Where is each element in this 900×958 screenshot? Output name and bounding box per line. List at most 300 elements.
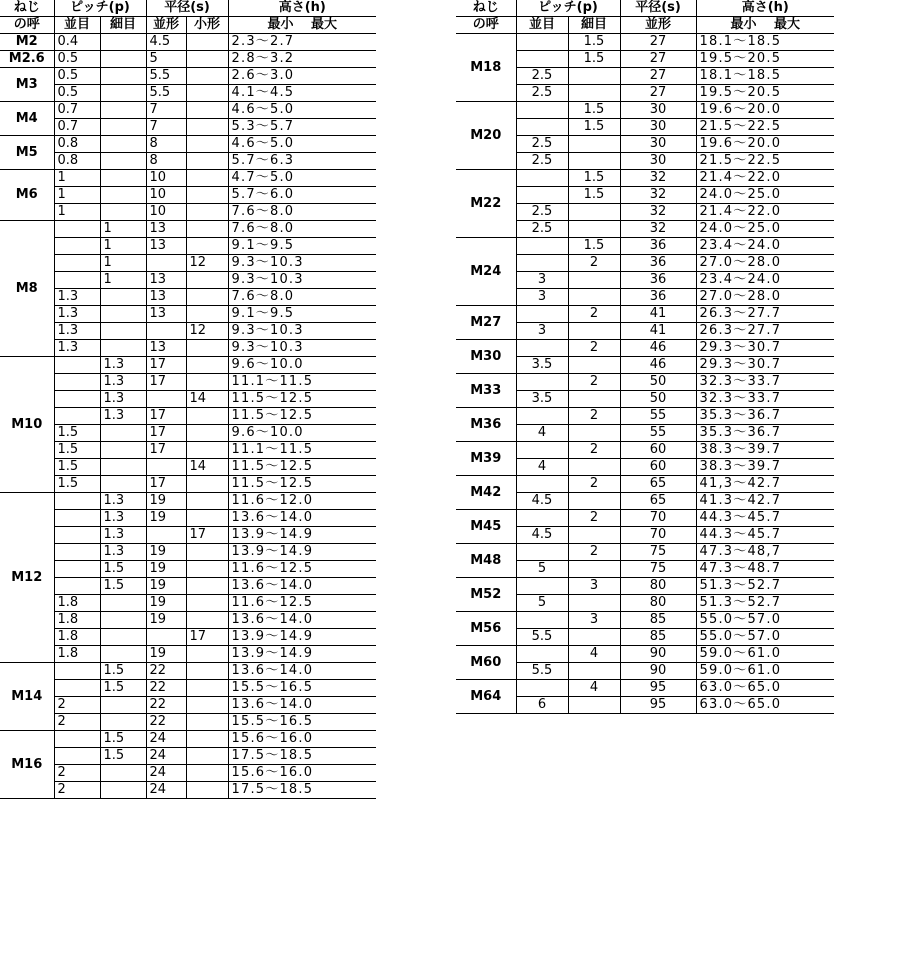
standard-width-cell: 17 [146,476,186,493]
fine-pitch-cell: 1.5 [568,34,620,51]
height-range-cell: 9.1〜9.5 [228,306,376,323]
fine-pitch-cell [568,153,620,170]
standard-width-cell: 30 [620,102,696,119]
height-range-cell: 18.1〜18.5 [696,34,834,51]
standard-width-cell: 90 [620,646,696,663]
coarse-pitch-cell [54,255,100,272]
small-width-cell [186,578,228,595]
table-row [0,153,376,170]
coarse-pitch-cell [516,544,568,561]
header-row-1 [0,0,376,17]
small-width-cell [186,408,228,425]
col-coarse: 並目 [516,17,568,34]
small-width-cell [186,374,228,391]
fine-pitch-cell [100,119,146,136]
right-spec-table [456,0,834,714]
table-row [0,629,376,646]
table-row [456,612,834,629]
coarse-pitch-cell: 2.5 [516,136,568,153]
table-row [0,442,376,459]
fine-pitch-cell: 2 [568,544,620,561]
height-range-cell: 11.5〜12.5 [228,391,376,408]
col-pitch: ピッチ(p) [54,0,146,17]
fine-pitch-cell [568,391,620,408]
thread-size-cell: M60 [456,646,516,680]
small-width-cell [186,663,228,680]
standard-width-cell: 22 [146,680,186,697]
fine-pitch-cell: 1.3 [100,357,146,374]
height-range-cell: 9.3〜10.3 [228,272,376,289]
coarse-pitch-cell: 3 [516,323,568,340]
col-thread-name-2: の呼 [0,17,54,34]
fine-pitch-cell: 1.5 [568,102,620,119]
thread-size-cell: M45 [456,510,516,544]
standard-width-cell: 75 [620,561,696,578]
standard-width-cell: 19 [146,646,186,663]
height-range-cell: 35.3〜36.7 [696,425,834,442]
standard-width-cell: 7 [146,102,186,119]
standard-width-cell: 10 [146,187,186,204]
standard-width-cell: 32 [620,204,696,221]
coarse-pitch-cell [516,34,568,51]
fine-pitch-cell: 1 [100,221,146,238]
standard-width-cell: 19 [146,493,186,510]
thread-size-cell: M10 [0,357,54,493]
small-width-cell [186,68,228,85]
fine-pitch-cell [100,34,146,51]
thread-size-cell: M14 [0,663,54,731]
coarse-pitch-cell: 2.5 [516,85,568,102]
coarse-pitch-cell [54,680,100,697]
height-range-cell: 26.3〜27.7 [696,306,834,323]
small-width-cell [186,221,228,238]
coarse-pitch-cell: 5.5 [516,629,568,646]
table-row [0,731,376,748]
table-row [0,697,376,714]
small-width-cell [186,187,228,204]
height-range-cell: 23.4〜24.0 [696,272,834,289]
height-range-cell: 38.3〜39.7 [696,459,834,476]
table-row [0,561,376,578]
table-row [456,340,834,357]
coarse-pitch-cell [54,561,100,578]
small-width-cell: 17 [186,629,228,646]
small-width-cell [186,765,228,782]
coarse-pitch-cell: 4 [516,459,568,476]
table-row [456,680,834,697]
fine-pitch-cell [568,136,620,153]
left-spec-table [0,0,376,799]
standard-width-cell: 17 [146,408,186,425]
table-row [0,510,376,527]
small-width-cell [186,272,228,289]
thread-size-cell: M22 [456,170,516,238]
coarse-pitch-cell: 1.8 [54,629,100,646]
fine-pitch-cell: 4 [568,680,620,697]
table-row [0,357,376,374]
col-height: 高さ(h) [696,0,834,17]
small-width-cell [186,612,228,629]
small-width-cell [186,85,228,102]
height-range-cell: 5.3〜5.7 [228,119,376,136]
small-width-cell [186,34,228,51]
coarse-pitch-cell [54,357,100,374]
table-row [456,578,834,595]
fine-pitch-cell [568,663,620,680]
height-range-cell: 11.5〜12.5 [228,476,376,493]
coarse-pitch-cell: 4.5 [516,493,568,510]
standard-width-cell: 5.5 [146,68,186,85]
fine-pitch-cell [568,629,620,646]
coarse-pitch-cell: 1.3 [54,323,100,340]
standard-width-cell: 22 [146,714,186,731]
standard-width-cell: 8 [146,136,186,153]
coarse-pitch-cell [516,476,568,493]
height-range-cell: 47.3〜48,7 [696,544,834,561]
small-width-cell: 17 [186,527,228,544]
coarse-pitch-cell [516,255,568,272]
standard-width-cell: 80 [620,595,696,612]
height-range-cell: 63.0〜65.0 [696,697,834,714]
fine-pitch-cell: 1.5 [100,578,146,595]
small-width-cell: 14 [186,459,228,476]
coarse-pitch-cell [516,510,568,527]
col-min-max: 最小 最大 [228,17,376,34]
standard-width-cell: 27 [620,34,696,51]
fine-pitch-cell [100,68,146,85]
height-range-cell: 11.6〜12.5 [228,561,376,578]
header-row-1 [456,0,834,17]
height-range-cell: 15.5〜16.5 [228,680,376,697]
height-range-cell: 11.6〜12.5 [228,595,376,612]
table-row [0,714,376,731]
coarse-pitch-cell [516,340,568,357]
coarse-pitch-cell: 2.5 [516,221,568,238]
standard-width-cell: 13 [146,340,186,357]
fine-pitch-cell: 1 [100,272,146,289]
table-row [0,782,376,799]
header-row-2 [456,17,834,34]
coarse-pitch-cell [54,221,100,238]
standard-width-cell: 24 [146,748,186,765]
standard-width-cell: 65 [620,476,696,493]
coarse-pitch-cell: 1.5 [54,459,100,476]
height-range-cell: 55.0〜57.0 [696,612,834,629]
small-width-cell [186,544,228,561]
standard-width-cell: 19 [146,578,186,595]
fine-pitch-cell: 4 [568,646,620,663]
fine-pitch-cell [568,204,620,221]
thread-size-cell: M52 [456,578,516,612]
standard-width-cell: 46 [620,340,696,357]
table-row [0,544,376,561]
table-row [0,187,376,204]
thread-size-cell: M48 [456,544,516,578]
standard-width-cell: 36 [620,289,696,306]
height-range-cell: 44.3〜45.7 [696,510,834,527]
col-coarse: 並目 [54,17,100,34]
standard-width-cell: 80 [620,578,696,595]
height-range-cell: 9.6〜10.0 [228,357,376,374]
height-range-cell: 15.5〜16.5 [228,714,376,731]
table-row [456,510,834,527]
coarse-pitch-cell [516,374,568,391]
standard-width-cell: 19 [146,612,186,629]
fine-pitch-cell [100,476,146,493]
fine-pitch-cell [100,782,146,799]
coarse-pitch-cell: 3 [516,289,568,306]
col-height: 高さ(h) [228,0,376,17]
table-row [0,374,376,391]
table-row [456,476,834,493]
standard-width-cell: 50 [620,391,696,408]
coarse-pitch-cell [54,544,100,561]
standard-width-cell: 85 [620,629,696,646]
fine-pitch-cell [568,323,620,340]
table-row [0,34,376,51]
standard-width-cell: 24 [146,782,186,799]
fine-pitch-cell [100,323,146,340]
height-range-cell: 21.5〜22.5 [696,153,834,170]
table-row [456,238,834,255]
table-row [0,323,376,340]
standard-width-cell: 32 [620,221,696,238]
table-row [0,272,376,289]
height-range-cell: 59.0〜61.0 [696,646,834,663]
table-row [0,85,376,102]
height-range-cell: 11.5〜12.5 [228,459,376,476]
standard-width-cell [146,255,186,272]
thread-size-cell: M39 [456,442,516,476]
fine-pitch-cell [568,85,620,102]
coarse-pitch-cell [54,527,100,544]
standard-width-cell: 50 [620,374,696,391]
thread-size-cell: M20 [456,102,516,170]
table-row [0,306,376,323]
standard-width-cell: 4.5 [146,34,186,51]
thread-size-cell: M30 [456,340,516,374]
coarse-pitch-cell: 1.8 [54,646,100,663]
coarse-pitch-cell [516,680,568,697]
fine-pitch-cell: 1.5 [100,680,146,697]
table-row [0,493,376,510]
table-row [456,34,834,51]
fine-pitch-cell [100,306,146,323]
table-row [0,119,376,136]
height-range-cell: 29.3〜30.7 [696,357,834,374]
table-row [0,238,376,255]
height-range-cell: 17.5〜18.5 [228,748,376,765]
coarse-pitch-cell [54,408,100,425]
standard-width-cell: 41 [620,306,696,323]
thread-size-cell: M18 [456,34,516,102]
col-thread-name: ねじ [0,0,54,17]
coarse-pitch-cell [54,663,100,680]
coarse-pitch-cell [516,442,568,459]
coarse-pitch-cell: 1.5 [54,442,100,459]
fine-pitch-cell: 1.3 [100,493,146,510]
fine-pitch-cell: 1.3 [100,391,146,408]
standard-width-cell [146,527,186,544]
coarse-pitch-cell: 0.5 [54,85,100,102]
height-range-cell: 9.3〜10.3 [228,255,376,272]
table-row [0,170,376,187]
col-width: 平径(s) [146,0,228,17]
fine-pitch-cell [100,170,146,187]
small-width-cell [186,493,228,510]
col-small: 小形 [186,17,228,34]
standard-width-cell: 32 [620,170,696,187]
fine-pitch-cell [100,629,146,646]
height-range-cell: 32.3〜33.7 [696,374,834,391]
standard-width-cell [146,629,186,646]
small-width-cell [186,153,228,170]
coarse-pitch-cell: 1 [54,170,100,187]
standard-width-cell: 70 [620,510,696,527]
standard-width-cell: 30 [620,153,696,170]
fine-pitch-cell: 2 [568,255,620,272]
coarse-pitch-cell: 1.8 [54,612,100,629]
height-range-cell: 13.6〜14.0 [228,612,376,629]
height-range-cell: 19.5〜20.5 [696,51,834,68]
table-row [0,68,376,85]
standard-width-cell: 5.5 [146,85,186,102]
table-row [456,646,834,663]
small-width-cell [186,646,228,663]
standard-width-cell: 17 [146,374,186,391]
coarse-pitch-cell: 5 [516,595,568,612]
coarse-pitch-cell: 0.7 [54,102,100,119]
fine-pitch-cell [568,357,620,374]
small-width-cell [186,170,228,187]
table-row [0,221,376,238]
coarse-pitch-cell: 0.5 [54,51,100,68]
height-range-cell: 18.1〜18.5 [696,68,834,85]
fine-pitch-cell [100,714,146,731]
table-row [0,459,376,476]
height-range-cell: 19.6〜20.0 [696,102,834,119]
coarse-pitch-cell: 2 [54,765,100,782]
table-row [456,306,834,323]
fine-pitch-cell: 1.5 [568,187,620,204]
coarse-pitch-cell [54,374,100,391]
fine-pitch-cell [100,51,146,68]
height-range-cell: 9.3〜10.3 [228,340,376,357]
thread-size-cell: M4 [0,102,54,136]
height-range-cell: 4.7〜5.0 [228,170,376,187]
fine-pitch-cell: 2 [568,340,620,357]
small-width-cell [186,306,228,323]
height-range-cell: 19.6〜20.0 [696,136,834,153]
coarse-pitch-cell [516,646,568,663]
fine-pitch-cell [100,697,146,714]
height-range-cell: 41.3〜42.7 [696,493,834,510]
small-width-cell [186,238,228,255]
small-width-cell: 12 [186,255,228,272]
standard-width-cell: 19 [146,510,186,527]
fine-pitch-cell: 1.3 [100,374,146,391]
coarse-pitch-cell: 4.5 [516,527,568,544]
standard-width-cell: 30 [620,119,696,136]
fine-pitch-cell: 1 [100,238,146,255]
small-width-cell [186,782,228,799]
standard-width-cell: 17 [146,442,186,459]
height-range-cell: 9.6〜10.0 [228,425,376,442]
coarse-pitch-cell: 2 [54,782,100,799]
fine-pitch-cell [568,527,620,544]
fine-pitch-cell: 1.3 [100,510,146,527]
standard-width-cell: 19 [146,561,186,578]
fine-pitch-cell: 2 [568,374,620,391]
height-range-cell: 9.1〜9.5 [228,238,376,255]
fine-pitch-cell [100,612,146,629]
height-range-cell: 13.9〜14.9 [228,544,376,561]
standard-width-cell [146,391,186,408]
height-range-cell: 11.6〜12.0 [228,493,376,510]
left-table-body [0,34,376,799]
small-width-cell: 12 [186,323,228,340]
coarse-pitch-cell [516,187,568,204]
height-range-cell: 24.0〜25.0 [696,187,834,204]
small-width-cell [186,119,228,136]
height-range-cell: 27.0〜28.0 [696,289,834,306]
height-range-cell: 4.1〜4.5 [228,85,376,102]
col-standard: 並形 [146,17,186,34]
small-width-cell [186,476,228,493]
thread-size-cell: M24 [456,238,516,306]
height-range-cell: 21.4〜22.0 [696,204,834,221]
standard-width-cell: 75 [620,544,696,561]
height-range-cell: 5.7〜6.3 [228,153,376,170]
small-width-cell [186,340,228,357]
height-range-cell: 2.8〜3.2 [228,51,376,68]
table-row [0,646,376,663]
standard-width-cell: 17 [146,425,186,442]
fine-pitch-cell [100,425,146,442]
coarse-pitch-cell: 6 [516,697,568,714]
col-pitch: ピッチ(p) [516,0,620,17]
standard-width-cell: 55 [620,425,696,442]
fine-pitch-cell: 2 [568,442,620,459]
col-thread-name-2: の呼 [456,17,516,34]
table-row [456,374,834,391]
standard-width-cell: 13 [146,238,186,255]
coarse-pitch-cell: 5.5 [516,663,568,680]
coarse-pitch-cell: 1.3 [54,340,100,357]
table-row [456,544,834,561]
small-width-cell [186,680,228,697]
table-row [0,476,376,493]
coarse-pitch-cell [516,102,568,119]
thread-size-cell: M2.6 [0,51,54,68]
height-range-cell: 24.0〜25.0 [696,221,834,238]
standard-width-cell: 13 [146,306,186,323]
standard-width-cell: 5 [146,51,186,68]
standard-width-cell: 13 [146,221,186,238]
coarse-pitch-cell: 0.7 [54,119,100,136]
table-row [0,204,376,221]
table-row [456,408,834,425]
fine-pitch-cell: 1.5 [100,731,146,748]
col-min-max: 最小 最大 [696,17,834,34]
fine-pitch-cell [568,697,620,714]
coarse-pitch-cell: 1.3 [54,306,100,323]
col-width: 平径(s) [620,0,696,17]
small-width-cell [186,714,228,731]
fine-pitch-cell [100,85,146,102]
thread-size-cell: M5 [0,136,54,170]
thread-size-cell: M12 [0,493,54,663]
